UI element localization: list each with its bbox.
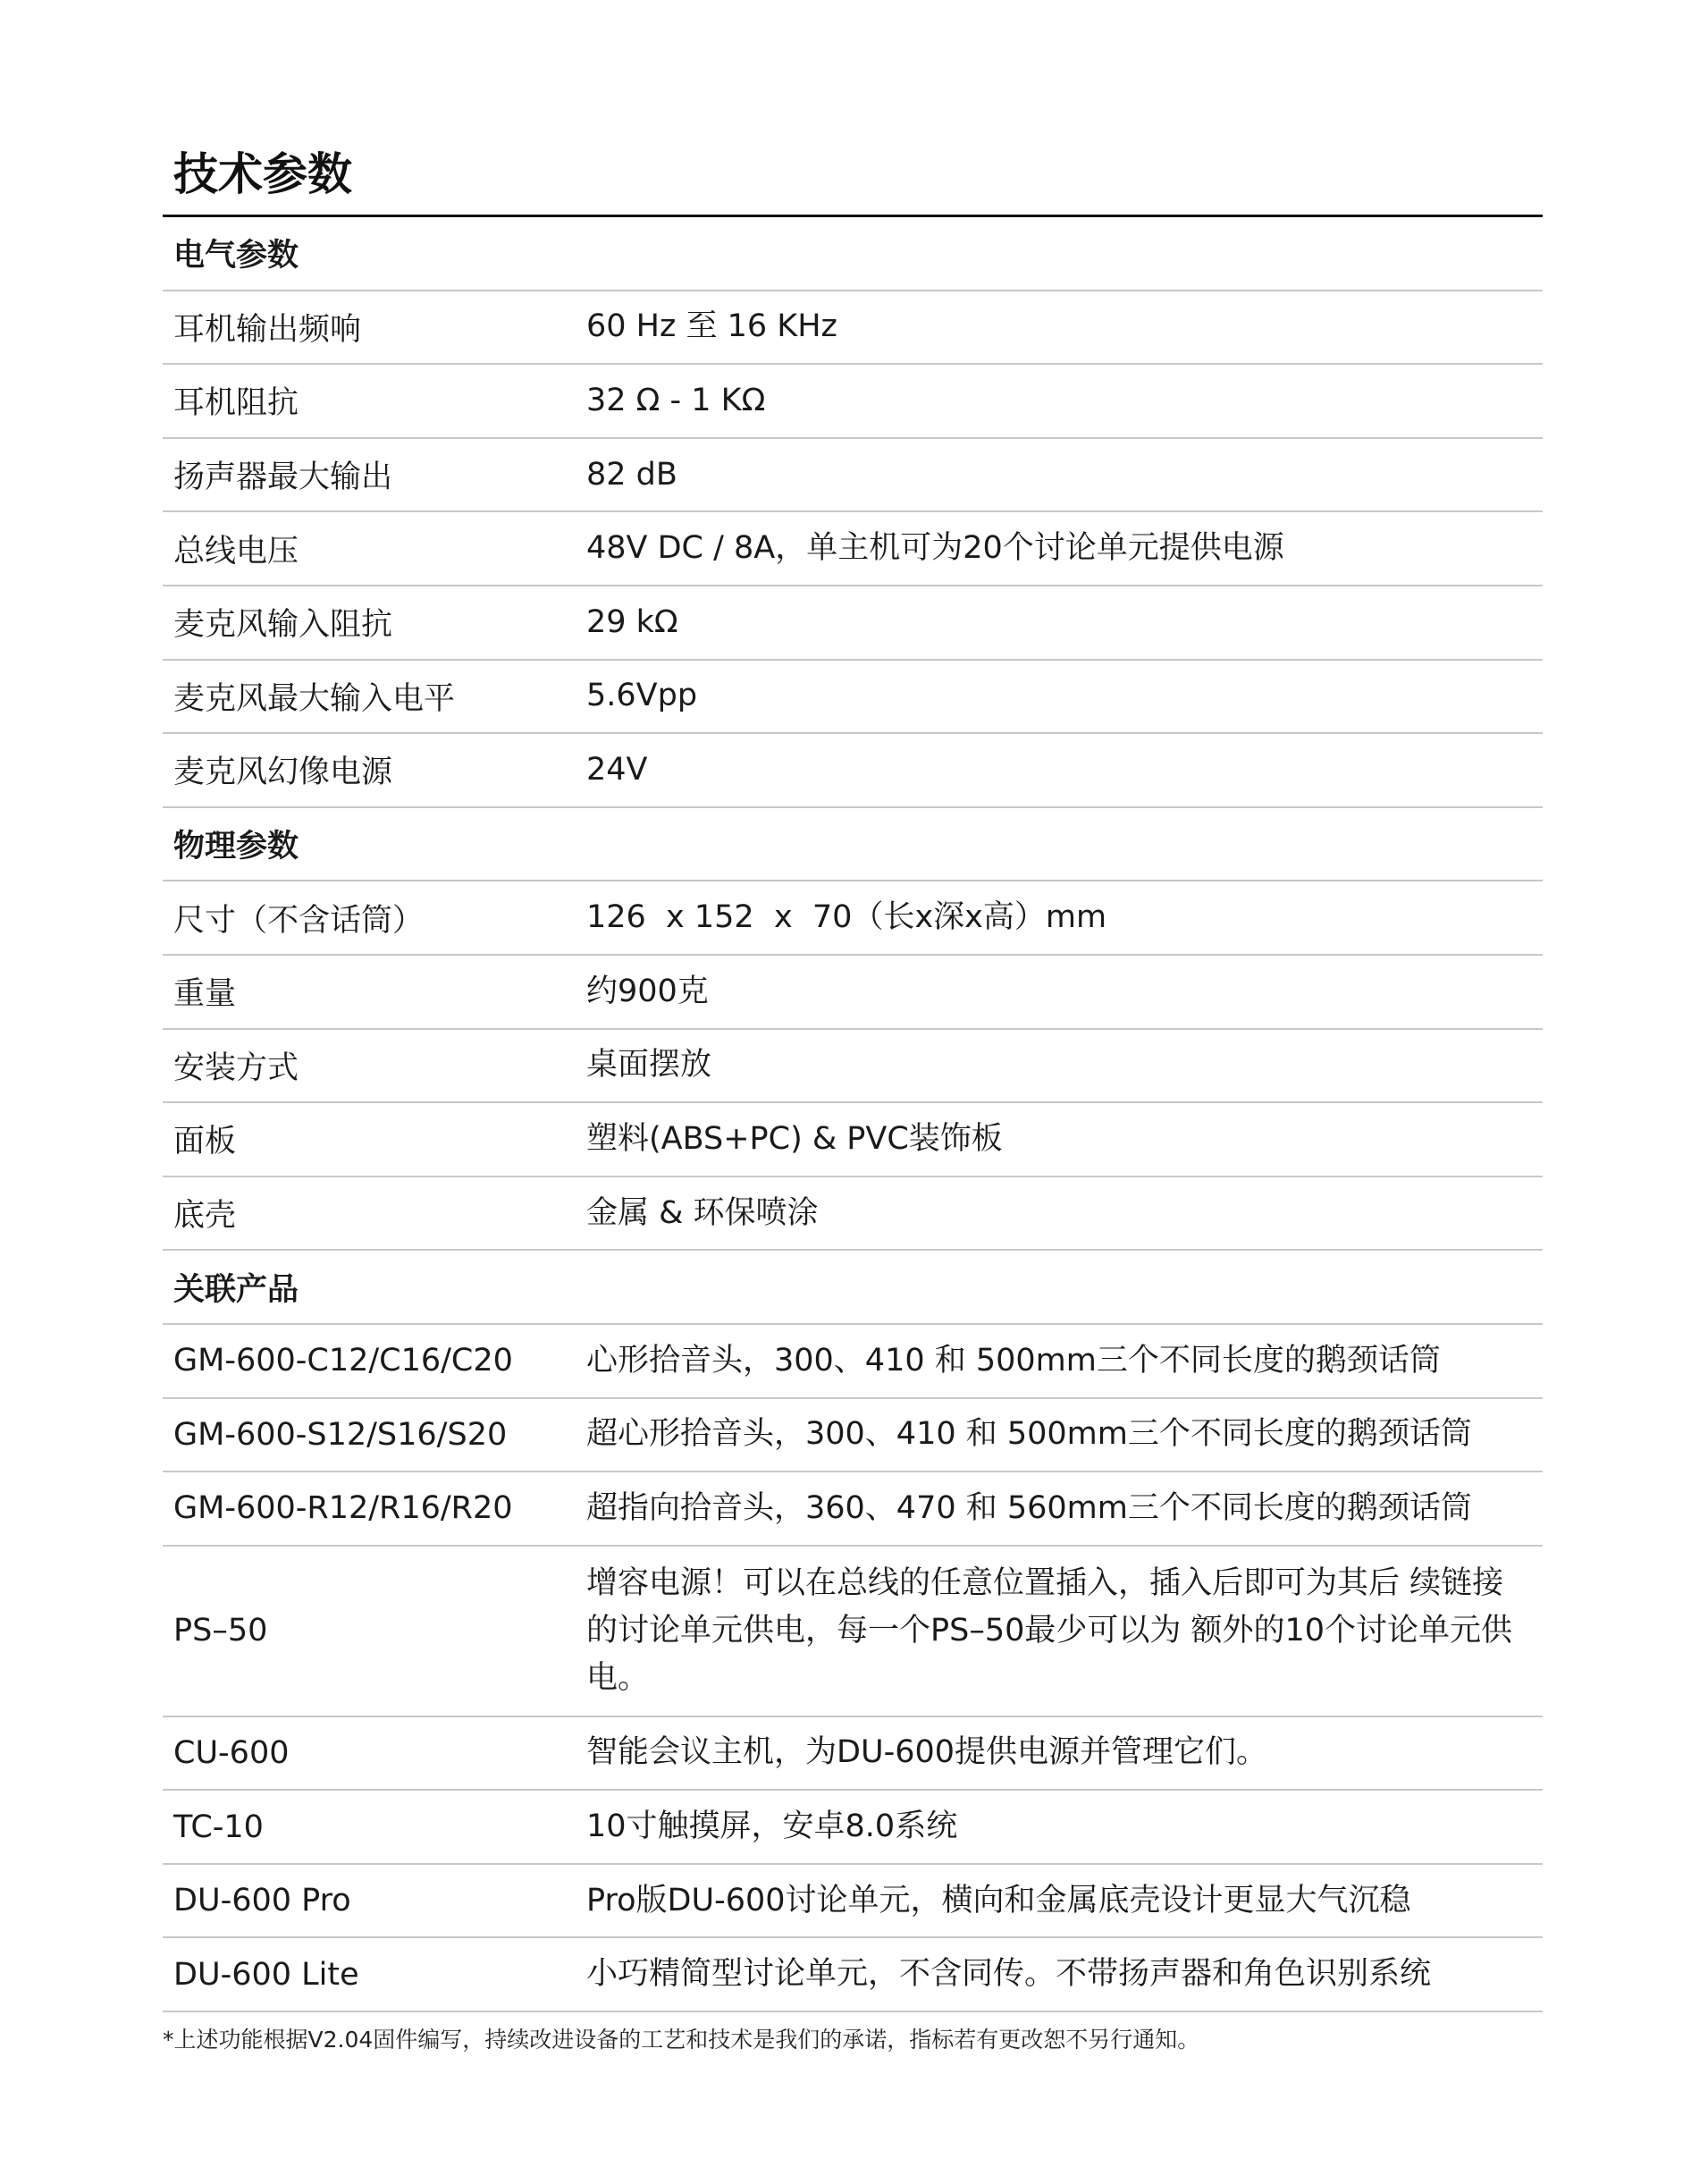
page-title: 技术参数 xyxy=(173,148,352,200)
table-row xyxy=(163,734,1543,808)
product-description: 小巧精简型讨论单元，不含同传。不带扬声器和角色识别系统 xyxy=(586,1956,1432,1993)
spec-value: 48V DC / 8A，单主机可为20个讨论单元提供电源 xyxy=(586,530,1284,567)
spec-value: 60 Hz 至 16 KHz xyxy=(586,308,837,345)
spec-label: 麦克风幻像电源 xyxy=(173,755,393,791)
product-model: GM-600-R12/R16/R20 xyxy=(173,1490,513,1527)
product-description: 10寸触摸屏，安卓8.0系统 xyxy=(586,1809,958,1845)
table-row xyxy=(163,1030,1543,1104)
footnote: *上述功能根据V2.04固件编写，持续改进设备的工艺和技术是我们的承诺，指标若有更改恕不另行通知。 xyxy=(163,2027,1200,2053)
spec-value: 24V xyxy=(586,751,648,788)
table-row xyxy=(163,1717,1543,1792)
table-row xyxy=(163,1325,1543,1399)
section-heading-label: 物理参数 xyxy=(173,829,299,865)
table-row xyxy=(163,956,1543,1030)
product-description: Pro版DU-600讨论单元，横向和金属底壳设计更显大气沉稳 xyxy=(586,1882,1411,1918)
spec-label: 底壳 xyxy=(173,1198,237,1235)
table-row xyxy=(163,1177,1543,1252)
section-heading-related-products xyxy=(163,1251,1543,1325)
spec-value: 5.6Vpp xyxy=(586,678,698,714)
table-row xyxy=(163,512,1543,586)
table-row xyxy=(163,1472,1543,1547)
product-description: 超心形拾音头，300、410 和 500mm三个不同长度的鹅颈话筒 xyxy=(586,1416,1472,1453)
product-model: GM-600-S12/S16/S20 xyxy=(173,1416,508,1453)
product-description: 智能会议主机，为DU-600提供电源并管理它们。 xyxy=(586,1734,1268,1771)
spec-value: 桌面摆放 xyxy=(586,1047,712,1084)
spec-label: 安装方式 xyxy=(173,1050,299,1086)
spec-label: 面板 xyxy=(173,1124,237,1160)
table-row xyxy=(163,881,1543,956)
product-model: DU-600 Pro xyxy=(173,1883,351,1919)
section-heading-label: 关联产品 xyxy=(173,1271,299,1308)
product-model: PS–50 xyxy=(173,1613,268,1649)
spec-label: 尺寸（不含话筒） xyxy=(173,902,425,939)
product-description: 超指向拾音头，360、470 和 560mm三个不同长度的鹅颈话筒 xyxy=(586,1489,1472,1526)
spec-label: 麦克风输入阻抗 xyxy=(173,607,393,644)
spec-label: 扬声器最大输出 xyxy=(173,460,393,496)
spec-sheet xyxy=(163,134,1543,2012)
spec-label: 耳机阻抗 xyxy=(173,385,299,422)
table-row xyxy=(163,661,1543,735)
table-row xyxy=(163,586,1543,661)
section-heading-electrical xyxy=(163,217,1543,291)
table-row xyxy=(163,1547,1543,1717)
spec-value: 金属 & 环保喷涂 xyxy=(586,1194,819,1231)
spec-label: 重量 xyxy=(173,976,237,1013)
product-model: CU-600 xyxy=(173,1734,290,1771)
table-row xyxy=(163,1399,1543,1473)
table-row xyxy=(163,1791,1543,1865)
product-description: 心形拾音头，300、410 和 500mm三个不同长度的鹅颈话筒 xyxy=(586,1342,1441,1379)
table-row xyxy=(163,1865,1543,1939)
spec-value: 约900克 xyxy=(586,973,709,1009)
spec-label: 麦克风最大输入电平 xyxy=(173,680,456,717)
table-row xyxy=(163,291,1543,366)
section-heading-physical xyxy=(163,808,1543,882)
table-row xyxy=(163,1103,1543,1177)
spec-value: 29 kΩ xyxy=(586,603,678,640)
table-row xyxy=(163,1938,1543,2012)
product-model: DU-600 Lite xyxy=(173,1956,359,1993)
table-row xyxy=(163,439,1543,513)
spec-label: 耳机输出频响 xyxy=(173,311,362,348)
section-heading-label: 电气参数 xyxy=(173,238,299,274)
product-description: 增容电源！可以在总线的任意位置插入，插入后即可为其后 续链接的讨论单元供电，每一个PS–50最少可以为 额外的10个讨论单元供电。 xyxy=(586,1564,1513,1696)
spec-value: 32 Ω - 1 KΩ xyxy=(586,382,766,418)
spec-value: 126 x 152 x 70（长x深x高）mm xyxy=(586,899,1107,936)
table-row xyxy=(163,365,1543,439)
product-model: TC-10 xyxy=(173,1809,264,1845)
spec-value: 塑料(ABS+PC) & PVC装饰板 xyxy=(586,1120,1003,1157)
spec-label: 总线电压 xyxy=(173,533,299,569)
product-model: GM-600-C12/C16/C20 xyxy=(173,1343,513,1379)
spec-value: 82 dB xyxy=(586,456,677,493)
